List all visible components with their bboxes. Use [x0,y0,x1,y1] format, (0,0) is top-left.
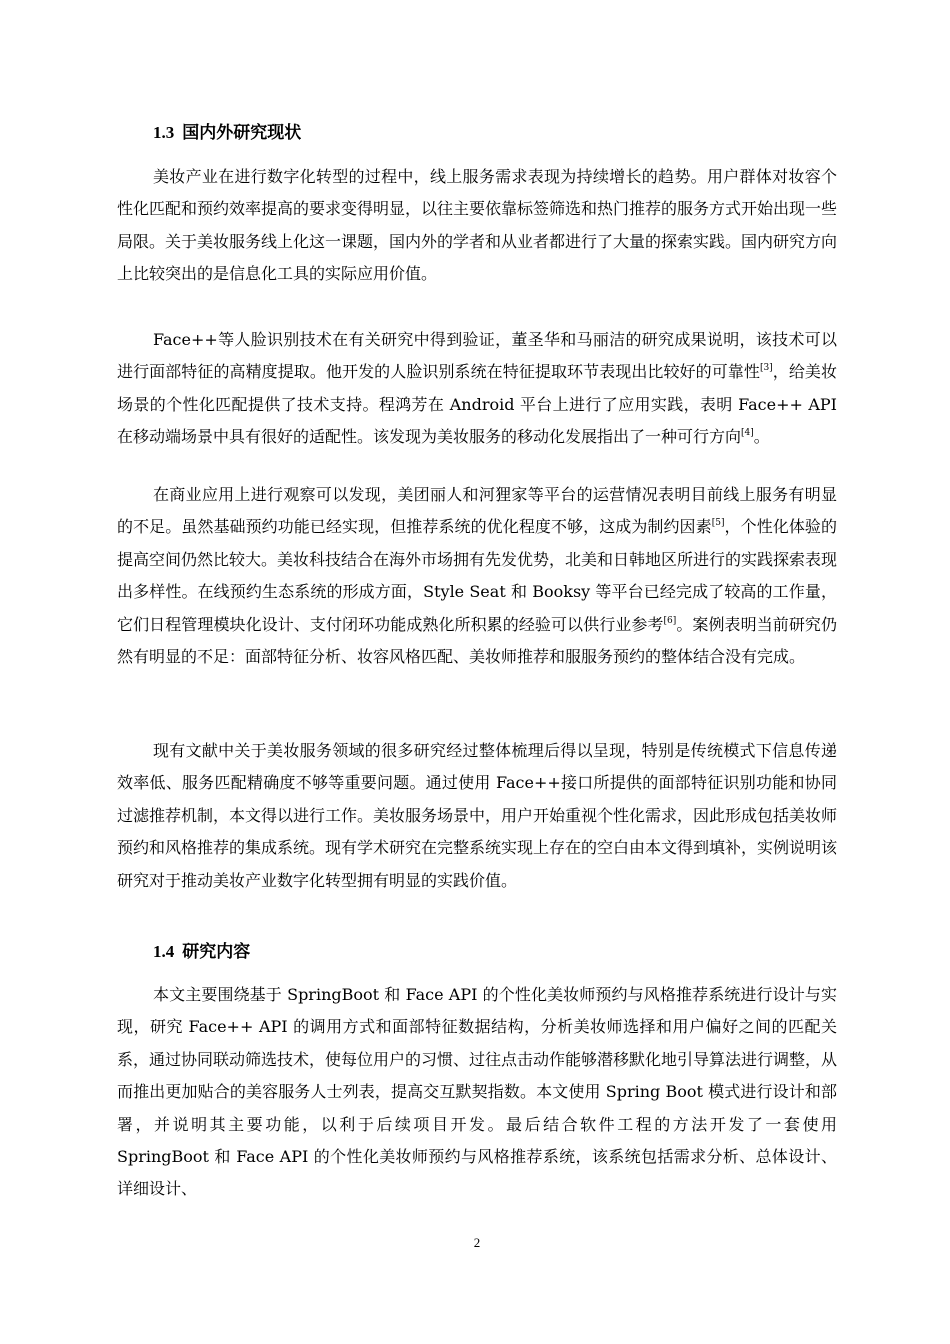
paragraph-1-3-1: 美妆产业在进行数字化转型的过程中，线上服务需求表现为持续增长的趋势。用户群体对妆容个性化匹配和预约效率提高的要求变得明显，以往主要依靠标签筛选和热门推荐的服务方式开始出现一些局限。关于美妆服务线上化这一课题，国内外的学者和从业者都进行了大量的探索实践。国内研究方向上比较突出的是信息化工具的实际应用价值。 [117,167,838,284]
paragraph-1-3-2 [117,324,837,454]
paragraph-1-4-1: 本文主要围绕基于 SpringBoot 和 Face API 的个性化美妆师预约与风格推荐系统进行设计与实现，研究 Face++ API 的调用方式和面部特征数据结构，分析美妆师选择和用户偏好之间的匹配关系，通过协同联动筛选技术，使每位用户的习惯、过往点击动作能够潜移默化地引导算法进行调整，从而推出更加贴合的美容服务人士列表，提高交互默契指数。本文使用 Spring Boot 模式进行设计和部署，并说明其主要功能，以利于后续项目开发。最后结合软件工程的方法开发了一套使用 SpringBoot 和 Face API 的个性化美妆师预约与风格推荐系统，该系统包括需求分析、总体设计、详细设计、 [117,985,838,1199]
paragraph-text: ，给美妆场景的个性化匹配提供了技术支持。程鸿芳在 Android 平台上进行了应用实践，表明 Face++ API 在移动端场景中具有很好的适配性。该发现为美妆服务的移动化发展指出了一种可行方向 [117,362,837,447]
paragraph-text: Face++等人脸识别技术在有关研究中得到验证，董圣华和马丽洁的研究成果说明，该技术可以进行面部特征的高精度提取。他开发的人脸识别系统在特征提取环节表现出比较好的可靠性 [117,330,837,382]
citation-ref: [3] [759,363,773,374]
citation-ref: [6] [663,615,677,626]
paragraph-text: ，个性化体验的提高空间仍然比较大。美妆科技结合在海外市场拥有先发优势，北美和日韩地区所进行的实践探索表现出多样性。在线预约生态系统的形成方面，Style Seat 和 Booksy 等平台已经完成了较高的工作量，它们日程管理模块化设计、支付闭环功能成熟化所积累的经验可以供行业参考 [117,517,838,634]
paragraph-text: 。案例表明当前研究仍然有明显的不足：面部特征分析、妆容风格匹配、美妆师推荐和服服务预约的整体结合没有完成。 [117,614,837,667]
section-heading-1-4 [153,940,250,964]
paragraph-text: 在商业应用上进行观察可以发现，美团丽人和河狸家等平台的运营情况表明目前线上服务有明显的不足。虽然基础预约功能已经实现，但推荐系统的优化程度不够，这成为制约因素 [117,485,837,537]
citation-ref: [5] [711,518,725,529]
citation-ref: [4] [741,428,754,439]
section-title: 国内外研究现状 [182,123,302,142]
paragraph-1-3-4: 现有文献中关于美妆服务领域的很多研究经过整体梳理后得以呈现，特别是传统模式下信息传递效率低、服务匹配精确度不够等重要问题。通过使用 Face++接口所提供的面部特征识别功能和协同过滤推荐机制，本文得以进行工作。美妆服务场景中，用户开始重视个性化需求，因此形成包括美妆师预约和风格推荐的集成系统。现有学术研究在完整系统实现上存在的空白由本文得到填补，实例说明该研究对于推动美妆产业数字化转型拥有明显的实践价值。 [117,741,838,890]
paragraph-1-3-3 [117,479,837,673]
document-page [117,0,837,1344]
section-number: 1.4 [153,942,175,961]
page-number: 2 [473,1235,481,1250]
section-number: 1.3 [153,123,175,142]
paragraph-text: 。 [753,427,770,447]
section-title: 研究内容 [182,942,251,961]
section-heading-1-3 [153,121,301,145]
